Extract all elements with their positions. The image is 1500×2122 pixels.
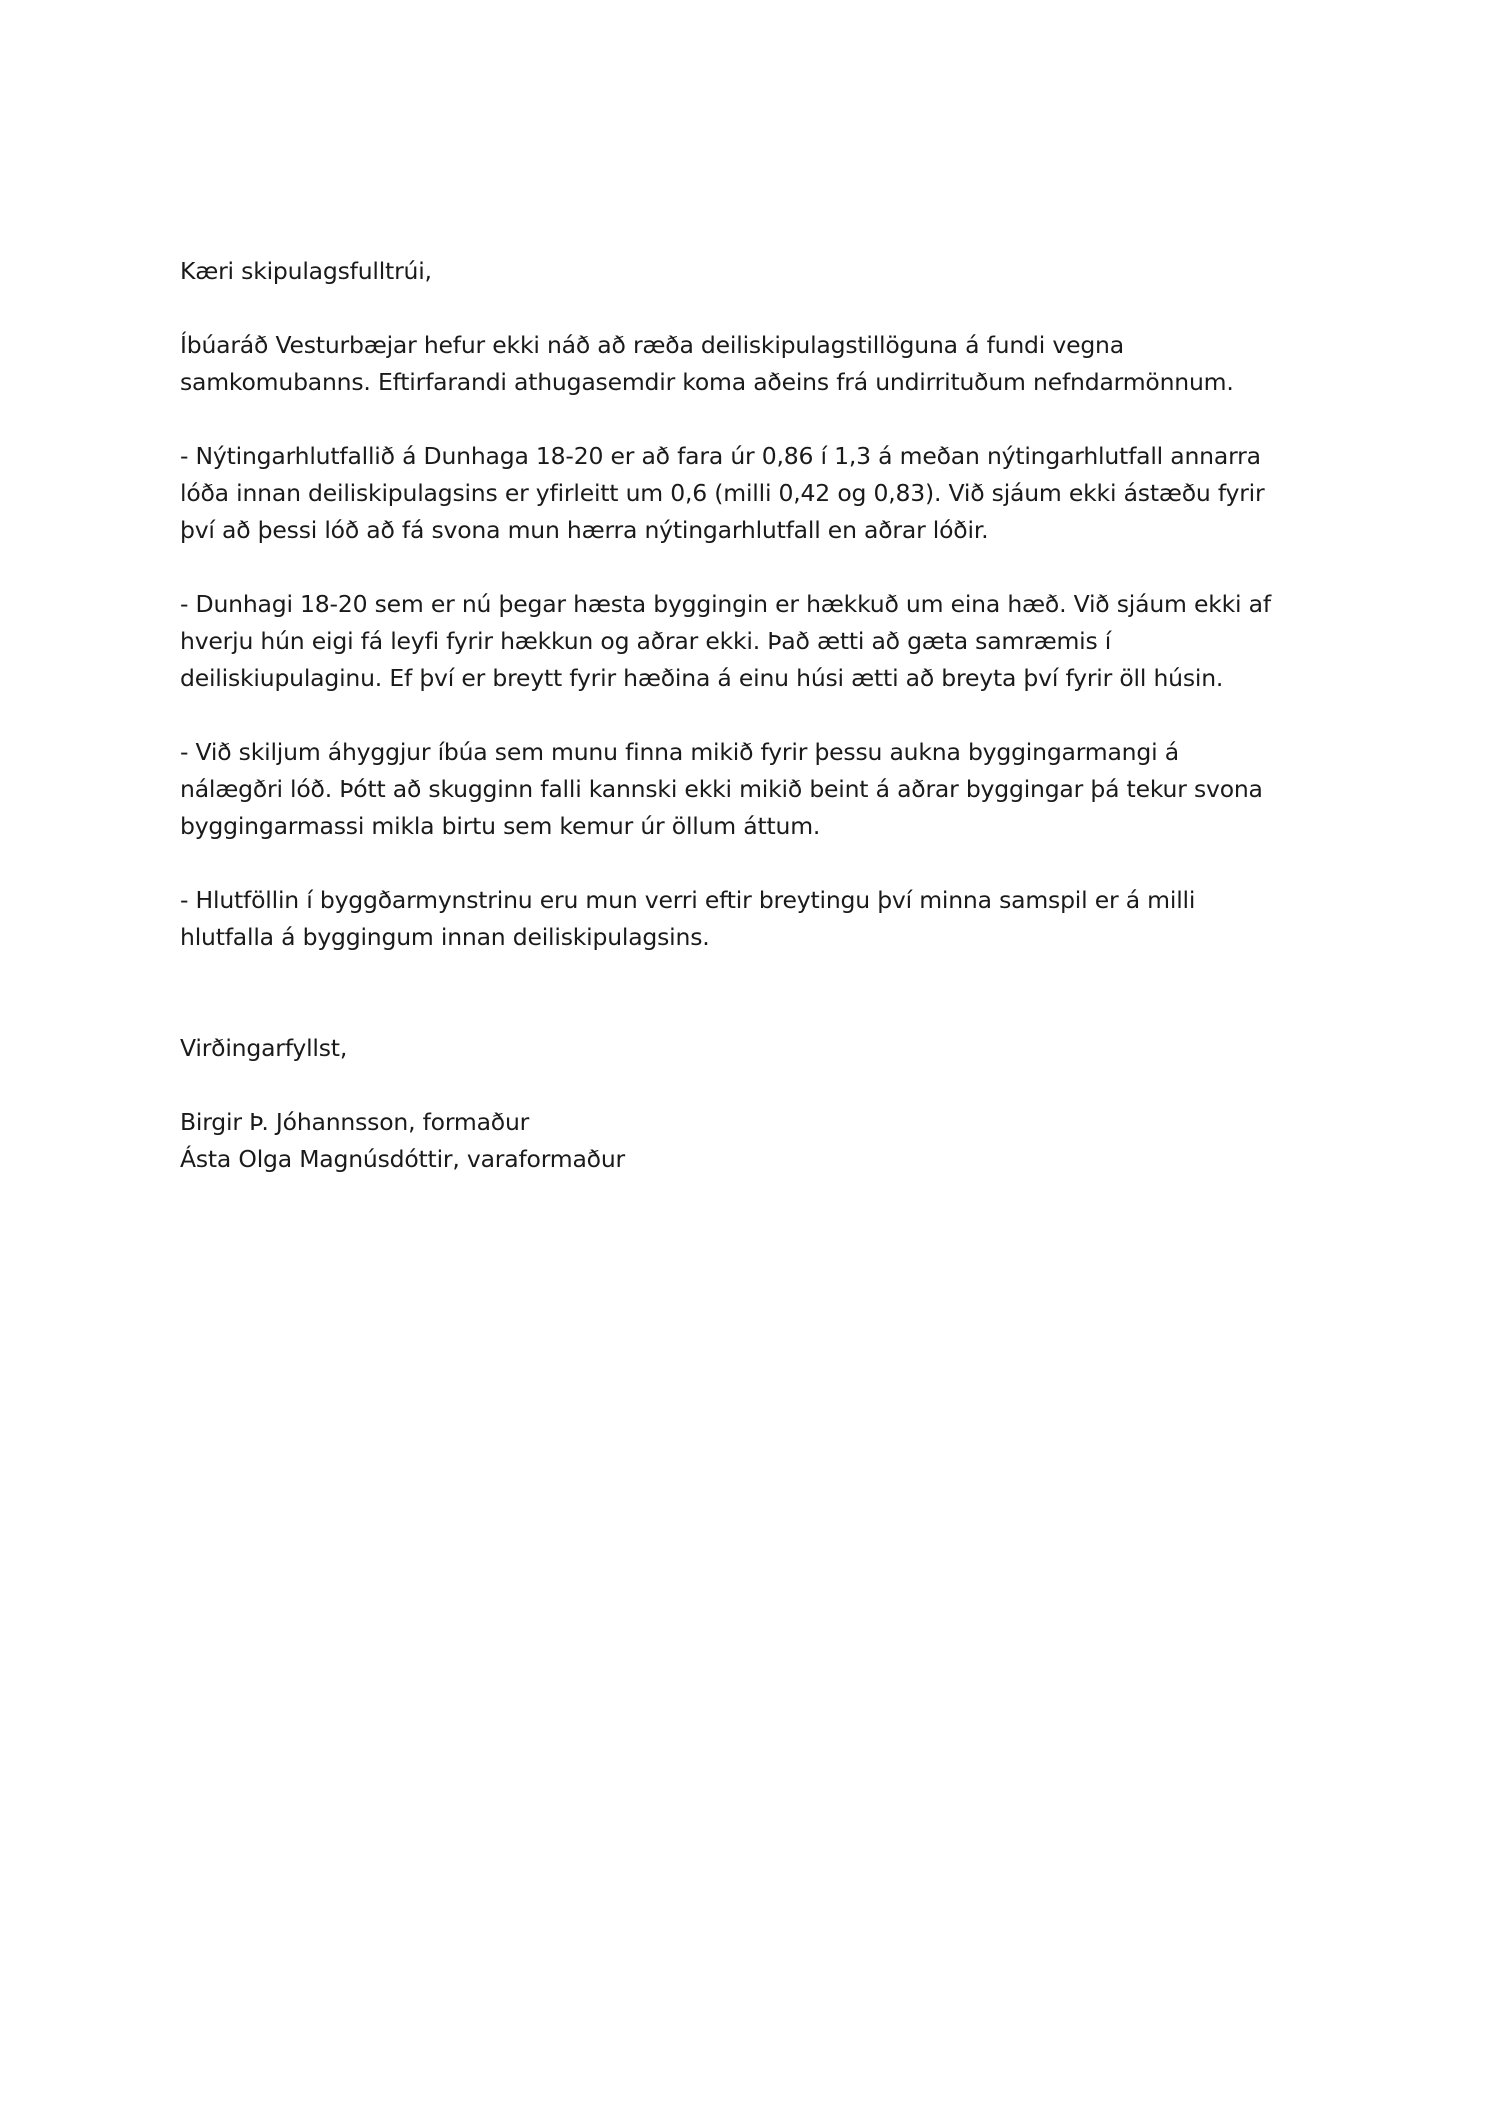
point-line: - Hlutföllin í byggðarmynstrinu eru mun verri eftir breytingu því minna samspil er á milli <box>180 886 1196 914</box>
point-line: - Dunhagi 18-20 sem er nú þegar hæsta byggingin er hækkuð um eina hæð. Við sjáum ekki af <box>180 590 1271 618</box>
point-paragraph-2 <box>180 586 1340 697</box>
signature-line: Birgir Þ. Jóhannsson, formaður <box>180 1108 530 1136</box>
point-paragraph-1 <box>180 438 1340 549</box>
spacer <box>180 697 1340 734</box>
point-paragraph-3 <box>180 734 1340 845</box>
salutation <box>180 253 1340 290</box>
point-line: því að þessi lóð að fá svona mun hærra nýtingarhlutfall en aðrar lóðir. <box>180 516 989 544</box>
closing <box>180 1030 1340 1067</box>
letter-body <box>180 253 1340 1178</box>
point-line: byggingarmassi mikla birtu sem kemur úr öllum áttum. <box>180 812 821 840</box>
point-line: - Nýtingarhlutfallið á Dunhaga 18-20 er að fara úr 0,86 í 1,3 á meðan nýtingarhlutfall annarra <box>180 442 1261 470</box>
spacer <box>180 956 1340 1030</box>
point-line: nálægðri lóð. Þótt að skugginn falli kannski ekki mikið beint á aðrar byggingar þá tekur svona <box>180 775 1263 803</box>
point-line: deiliskiupulaginu. Ef því er breytt fyrir hæðina á einu húsi ætti að breyta því fyrir öll húsin. <box>180 664 1224 692</box>
intro-line: samkomubanns. Eftirfarandi athugasemdir koma aðeins frá undirrituðum nefndarmönnum. <box>180 368 1234 396</box>
point-line: - Við skiljum áhyggjur íbúa sem munu finna mikið fyrir þessu aukna byggingarmangi á <box>180 738 1179 766</box>
spacer <box>180 1067 1340 1104</box>
point-line: hlutfalla á byggingum innan deiliskipulagsins. <box>180 923 710 951</box>
spacer <box>180 845 1340 882</box>
point-line: lóða innan deiliskipulagsins er yfirleitt um 0,6 (milli 0,42 og 0,83). Við sjáum ekki ástæðu fyrir <box>180 479 1265 507</box>
spacer <box>180 290 1340 327</box>
signature-block <box>180 1104 1340 1178</box>
closing-text: Virðingarfyllst, <box>180 1034 348 1062</box>
signature-line: Ásta Olga Magnúsdóttir, varaformaður <box>180 1145 625 1173</box>
intro-paragraph <box>180 327 1340 401</box>
point-paragraph-4 <box>180 882 1340 956</box>
salutation-text: Kæri skipulagsfulltrúi, <box>180 257 432 285</box>
point-line: hverju hún eigi fá leyfi fyrir hækkun og aðrar ekki. Það ætti að gæta samræmis í <box>180 627 1112 655</box>
spacer <box>180 549 1340 586</box>
intro-line: Íbúaráð Vesturbæjar hefur ekki náð að ræða deiliskipulagstillöguna á fundi vegna <box>180 331 1124 359</box>
spacer <box>180 401 1340 438</box>
